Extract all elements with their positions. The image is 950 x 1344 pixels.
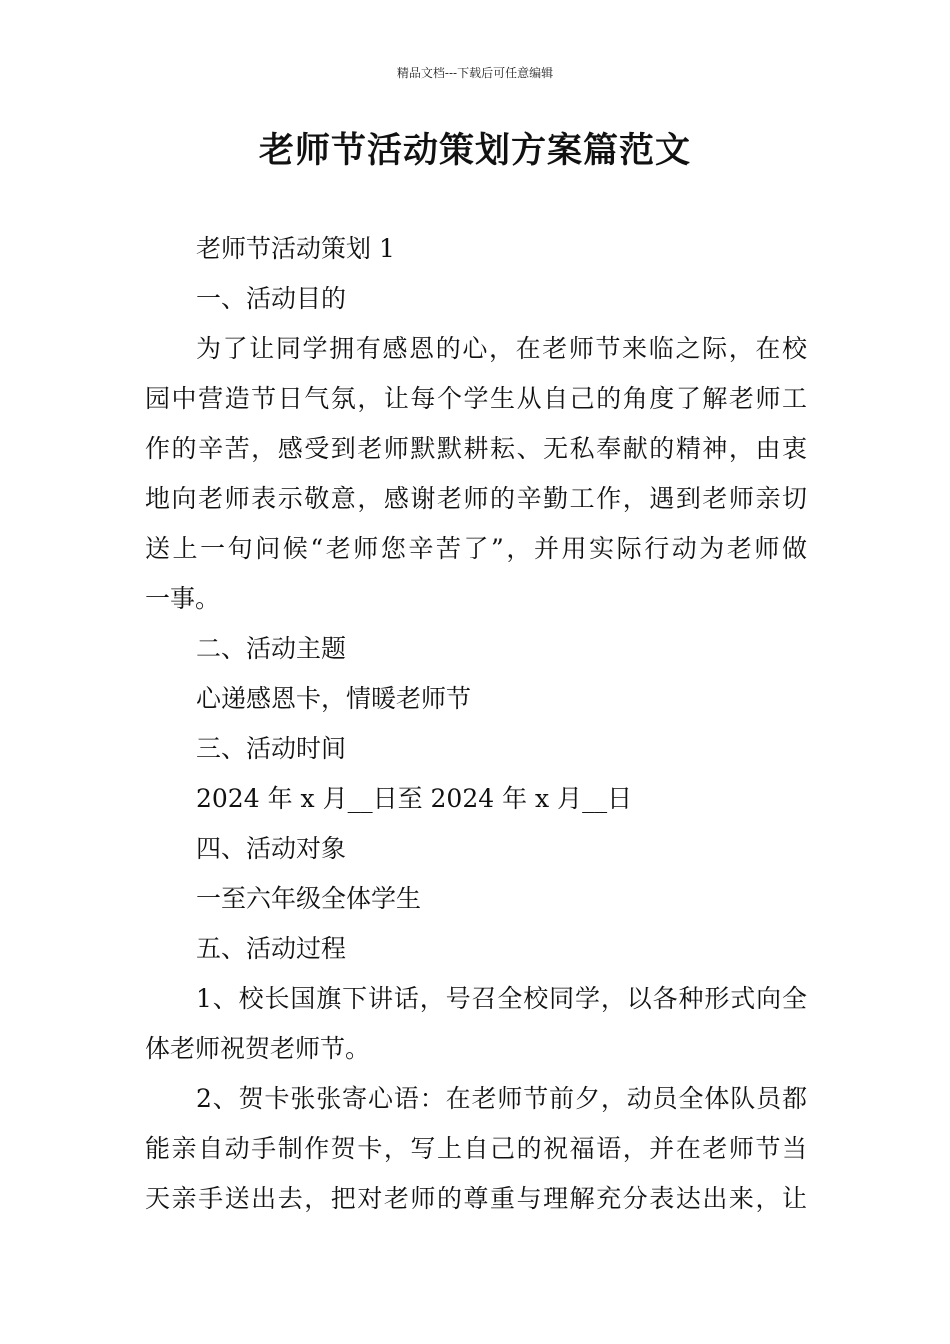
- time-text: 2024 年 x 月__日至 2024 年 x 月__日: [196, 784, 633, 813]
- theme-text: 心递感恩卡，情暖老师节: [196, 684, 472, 713]
- paragraph-line: 2、贺卡张张寄心语：在老师节前夕，动员全体队员都: [196, 1084, 807, 1113]
- section-heading-audience: 四、活动对象: [196, 834, 347, 863]
- section-heading-theme: 二、活动主题: [196, 634, 347, 663]
- paragraph-line: 作的辛苦，感受到老师默默耕耘、无私奉献的精神，由衷: [145, 434, 807, 463]
- document-body: [145, 224, 807, 1224]
- paragraph-line: 地向老师表示敬意，感谢老师的辛勤工作，遇到老师亲切: [145, 484, 807, 513]
- paragraph-line: 为了让同学拥有感恩的心，在老师节来临之际，在校: [196, 334, 807, 363]
- document-header-note: 精品文档---下载后可任意编辑: [396, 66, 554, 80]
- paragraph-line: 一事。: [145, 584, 221, 613]
- paragraph-line: 能亲自动手制作贺卡，写上自己的祝福语，并在老师节当: [145, 1134, 807, 1163]
- paragraph-line: 1、校长国旗下讲话，号召全校同学，以各种形式向全: [196, 984, 807, 1013]
- section-heading-plan-1: 老师节活动策划 1: [196, 234, 395, 263]
- paragraph-line: 天亲手送出去，把对老师的尊重与理解充分表达出来，让: [145, 1184, 807, 1213]
- paragraph-line: 园中营造节日气氛，让每个学生从自己的角度了解老师工: [145, 384, 807, 413]
- section-heading-purpose: 一、活动目的: [196, 284, 347, 313]
- section-heading-process: 五、活动过程: [196, 934, 347, 963]
- section-heading-time: 三、活动时间: [196, 734, 347, 763]
- audience-text: 一至六年级全体学生: [196, 884, 422, 913]
- paragraph-line: 送上一句问候“老师您辛苦了”，并用实际行动为老师做: [145, 534, 807, 563]
- document-title: 老师节活动策划方案篇范文: [258, 130, 691, 171]
- paragraph-line: 体老师祝贺老师节。: [145, 1034, 371, 1063]
